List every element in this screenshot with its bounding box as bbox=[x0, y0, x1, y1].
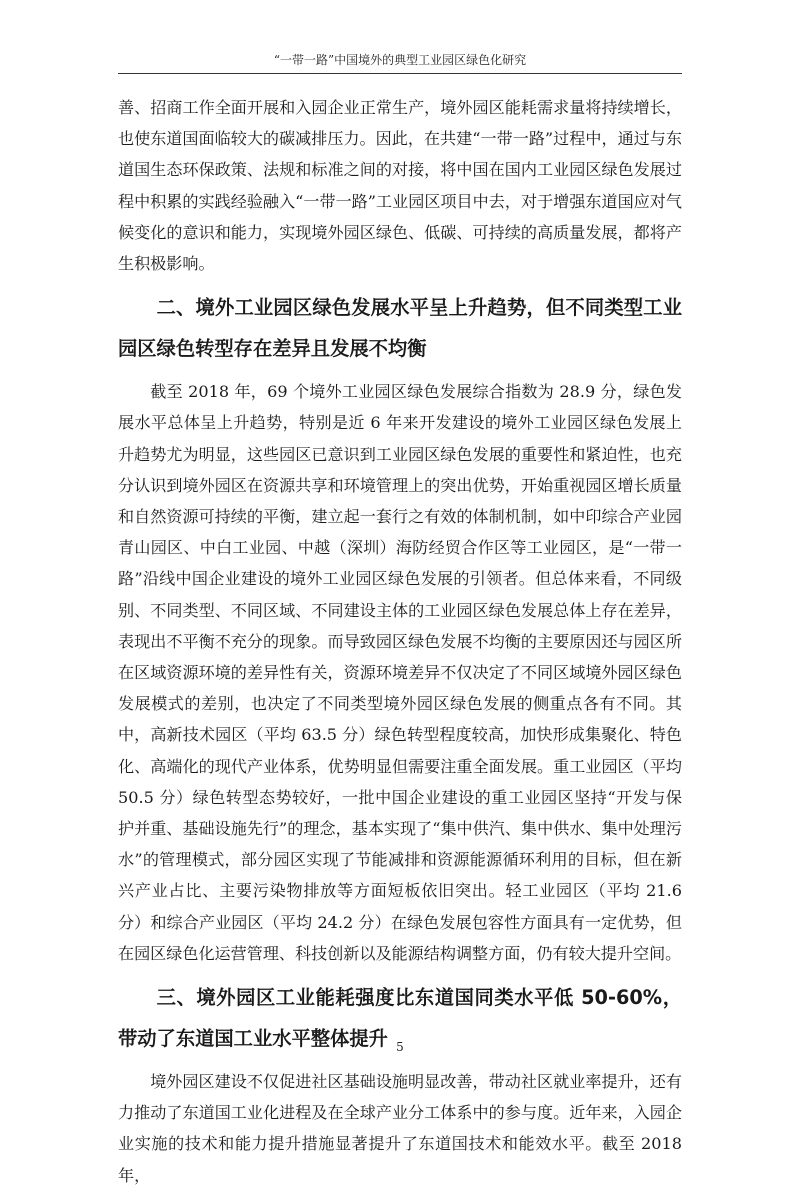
page-number: 5 bbox=[396, 1040, 404, 1054]
section-heading-2: 二、境外工业园区绿色发展水平呈上升趋势，但不同类型工业园区绿色转型存在差异且发展不均衡 bbox=[118, 296, 682, 361]
main-content bbox=[118, 92, 682, 1191]
paragraph-green-development: 截至 2018 年，69 个境外工业园区绿色发展综合指数为 28.9 分，绿色发展水平总体呈上升趋势，特别是近 6 年来开发建设的境外工业园区绿色发展上升趋势尤为明显，这些园区已意识到工业园区绿色发展的重要性和紧迫性，也充分认识到境外园区在资源共享和环境管理上的突出优势，开始重视园区增长质量和自然资源可持续的平衡，建立起一套行之有效的体制机制，如中印综合产业园青山园区、中白工业园、中越（深圳）海防经贸合作区等工业园区，是“一带一路”沿线中国企业建设的境外工业园区绿色发展的引领者。但总体来看，不同级别、不同类型、不同区域、不同建设主体的工业园区绿色发展总体上存在差异，表现出不平衡不充分的现象。而导致园区绿色发展不均衡的主要原因还与园区所在区域资源环境的差异性有关，资源环境差异不仅决定了不同区域境外园区绿色发展模式的差别，也决定了不同类型境外园区绿色发展的侧重点各有不同。其中，高新技术园区（平均 63.5 分）绿色转型程度较高，加快形成集聚化、特色化、高端化的现代产业体系，优势明显但需要注重全面发展。重工业园区（平均 50.5 分）绿色转型态势较好，一批中国企业建设的重工业园区坚持“开发与保护并重、基础设施先行”的理念，基本实现了“集中供汽、集中供水、集中处理污水”的管理模式，部分园区实现了节能减排和资源能源循环利用的目标，但在新兴产业占比、主要污染物排放等方面短板依旧突出。轻工业园区（平均 21.6 分）和综合产业园区（平均 24.2 分）在绿色发展包容性方面具有一定优势，但在园区绿色化运营管理、科技创新以及能源结构调整方面，仍有较大提升空间。 bbox=[118, 382, 682, 963]
paragraph-intro: 善、招商工作全面开展和入园企业正常生产，境外园区能耗需求量将持续增长，也使东道国面临较大的碳减排压力。因此，在共建“一带一路”过程中，通过与东道国生态环保政策、法规和标准之间的对接，将中国在国内工业园区绿色发展过程中积累的实践经验融入“一带一路”工业园区项目中去，对于增强东道国应对气候变化的意识和能力，实现境外园区绿色、低碳、可持续的高质量发展，都将产生积极影响。 bbox=[118, 98, 682, 274]
running-header: “一带一路”中国境外的典型工业园区绿色化研究 bbox=[273, 53, 527, 67]
paragraph-energy-intensity: 境外园区建设不仅促进社区基础设施明显改善，带动社区就业率提升，还有力推动了东道国工业化进程及在全球产业分工体系中的参与度。近年来，入园企业实施的技术和能力提升措施显著提升了东道国技术和能效水平。截至 2018 年， bbox=[118, 1072, 682, 1185]
section-heading-3: 三、境外园区工业能耗强度比东道国同类水平低 50-60%，带动了东道国工业水平整体提升 bbox=[118, 986, 682, 1051]
header-divider bbox=[118, 73, 682, 74]
